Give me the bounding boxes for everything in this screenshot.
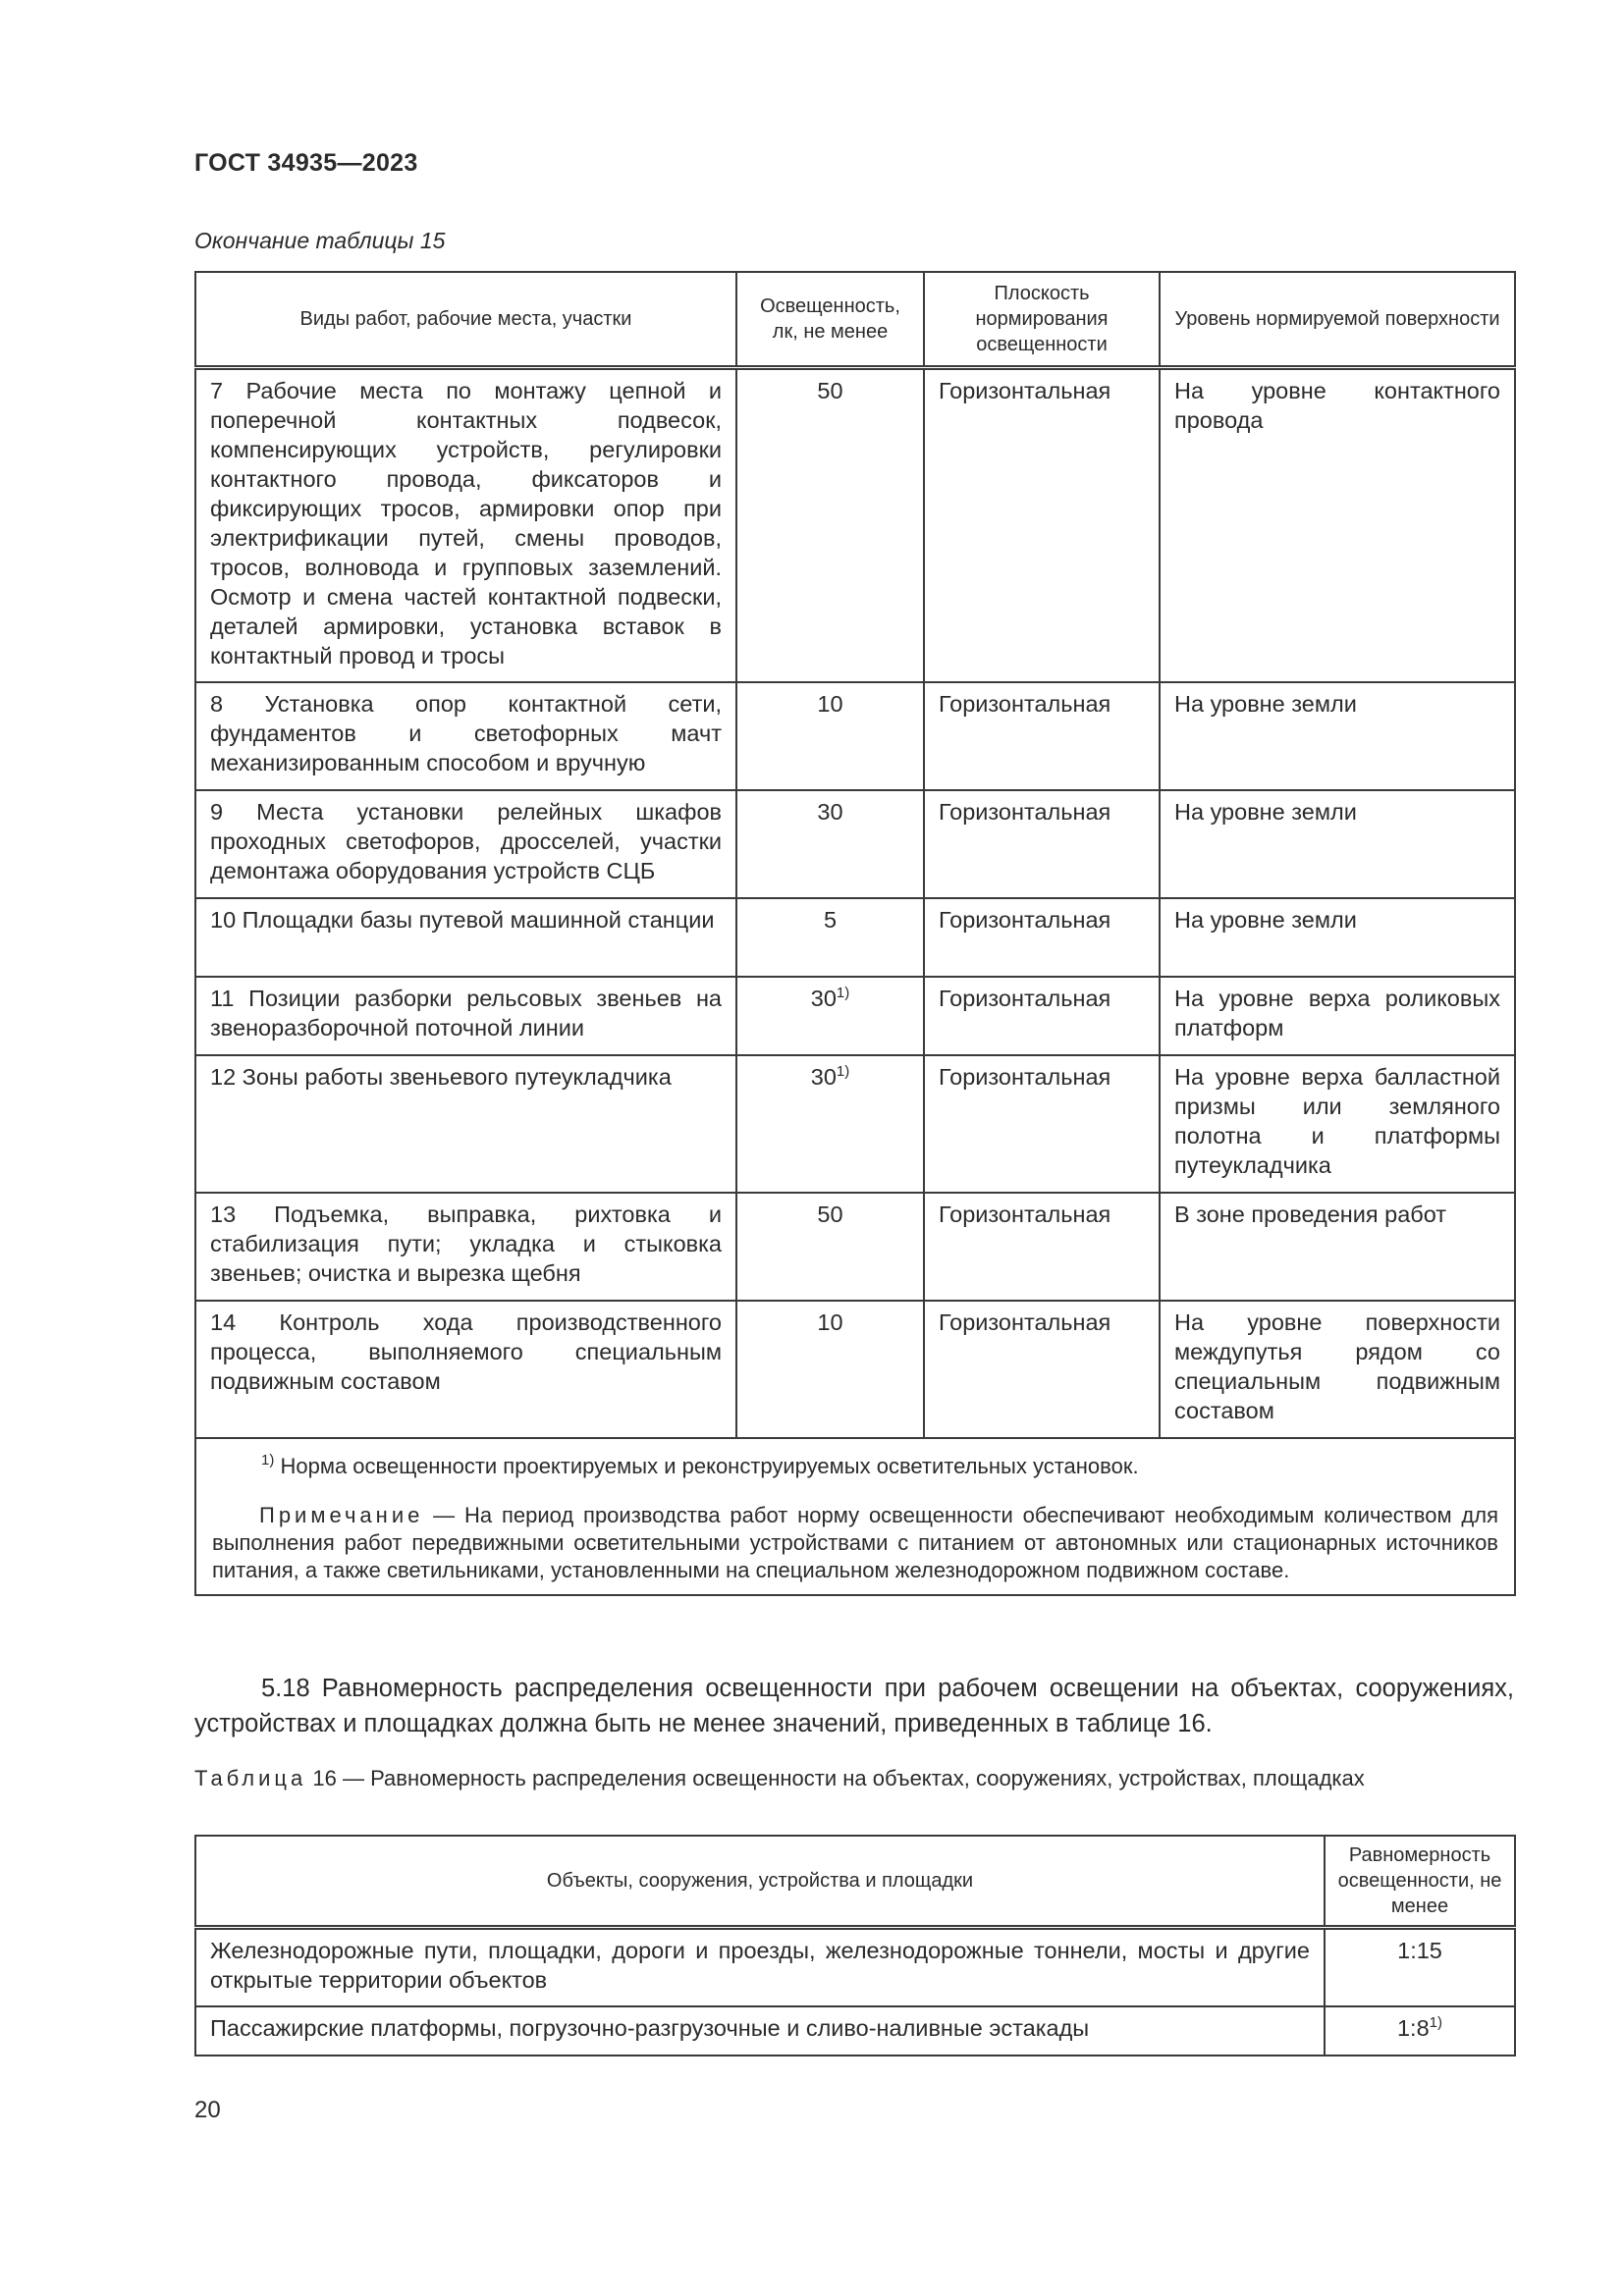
- table-row: [195, 1301, 1515, 1438]
- table-row: [195, 977, 1515, 1055]
- surface-level-cell: На уровне верха роликовых платформ: [1160, 977, 1515, 1055]
- object-cell: Железнодорожные пути, площадки, дороги и проезды, железнодорожные тоннели, мосты и другие открытые территории объектов: [195, 1928, 1325, 2006]
- uniformity-cell: 1:8$^{1)}$: [1325, 2006, 1515, 2056]
- table-row: [195, 1055, 1515, 1193]
- work-type-cell: 9 Места установки релейных шкафов проходных светофоров, дросселей, участки демонтажа оборудования устройств СЦБ: [195, 790, 736, 898]
- column-header-uniformity: Равномерность освещенности, не менее: [1325, 1836, 1515, 1928]
- work-type-cell: 14 Контроль хода производственного процесса, выполняемого специальным подвижным составом: [195, 1301, 736, 1438]
- surface-level-cell: На уровне поверхности междупутья рядом со специальным подвижным составом: [1160, 1301, 1515, 1438]
- plane-cell: Горизонтальная: [924, 898, 1160, 977]
- work-type-cell: 13 Подъемка, выправка, рихтовка и стабилизация пути; укладка и стыковка звеньев; очистка и вырезка щебня: [195, 1193, 736, 1301]
- surface-level-cell: На уровне земли: [1160, 898, 1515, 977]
- table-row: [195, 1928, 1515, 2006]
- plane-cell: Горизонтальная: [924, 682, 1160, 790]
- table-16-caption-text: 16 — Равномерность распределения освещенности на объектах, сооружениях, устройствах, площадках: [306, 1766, 1365, 1790]
- table-row: [195, 368, 1515, 682]
- table-16-caption-label: Таблица: [194, 1766, 307, 1790]
- illuminance-cell: 50: [736, 368, 924, 682]
- surface-level-cell: На уровне земли: [1160, 790, 1515, 898]
- note-label: Примечание: [259, 1502, 424, 1527]
- plane-cell: Горизонтальная: [924, 1193, 1160, 1301]
- footnote: [212, 1453, 1498, 1480]
- table-16: [194, 1835, 1516, 2056]
- illuminance-cell: 30: [736, 790, 924, 898]
- table-row: [195, 2006, 1515, 2056]
- work-type-cell: 11 Позиции разборки рельсовых звеньев на звеноразборочной поточной линии: [195, 977, 736, 1055]
- document-header: ГОСТ 34935—2023: [194, 149, 418, 177]
- page-number: 20: [194, 2097, 221, 2123]
- illuminance-cell: 5: [736, 898, 924, 977]
- work-type-cell: 8 Установка опор контактной сети, фундаментов и светофорных мачт механизированным способом и вручную: [195, 682, 736, 790]
- surface-level-cell: На уровне земли: [1160, 682, 1515, 790]
- footnote-text: Норма освещенности проектируемых и реконструируемых осветительных установок.: [280, 1453, 1139, 1478]
- column-header-objects: Объекты, сооружения, устройства и площадки: [195, 1836, 1325, 1928]
- work-type-cell: 12 Зоны работы звеньевого путеукладчика: [195, 1055, 736, 1193]
- illuminance-cell: 10: [736, 682, 924, 790]
- table-header-row: [195, 272, 1515, 368]
- illuminance-cell: 10: [736, 1301, 924, 1438]
- surface-level-cell: На уровне контактного провода: [1160, 368, 1515, 682]
- table-row: [195, 1193, 1515, 1301]
- column-header-work-types: Виды работ, рабочие места, участки: [195, 272, 736, 368]
- table-row: [195, 682, 1515, 790]
- illuminance-cell: 30$^{1)}$: [736, 1055, 924, 1193]
- paragraph-5-18: 5.18 Равномерность распределения освещенности при рабочем освещении на объектах, сооружениях, устройствах и площадках должна быть не менее значений, приведенных в таблице 16.: [194, 1675, 1514, 1737]
- table-row: [195, 790, 1515, 898]
- plane-cell: Горизонтальная: [924, 790, 1160, 898]
- plane-cell: Горизонтальная: [924, 1055, 1160, 1193]
- work-type-cell: 10 Площадки базы путевой машинной станции: [195, 898, 736, 977]
- table-note: [212, 1502, 1498, 1584]
- uniformity-cell: 1:15: [1325, 1928, 1515, 2006]
- note-text: — На период производства работ норму освещенности обеспечивают необходимым количеством для выполнения работ передвижными осветительными устройствами с питанием от автономных или стационарных источников питания, а также светильниками, установленными на специальном железнодорожном подвижном составе.: [212, 1502, 1498, 1582]
- plane-cell: Горизонтальная: [924, 977, 1160, 1055]
- surface-level-cell: В зоне проведения работ: [1160, 1193, 1515, 1301]
- column-header-illuminance: Освещенность, лк, не менее: [736, 272, 924, 368]
- object-cell: Пассажирские платформы, погрузочно-разгрузочные и сливо-наливные эстакады: [195, 2006, 1325, 2056]
- table-15-continuation-caption: Окончание таблицы 15: [194, 228, 446, 253]
- table-header-row: [195, 1836, 1515, 1928]
- table-15: [194, 271, 1516, 1596]
- table-16-caption: [194, 1764, 1514, 1793]
- table-footnote-row: [195, 1438, 1515, 1595]
- surface-level-cell: На уровне верха балластной призмы или земляного полотна и платформы путеукладчика: [1160, 1055, 1515, 1193]
- plane-cell: Горизонтальная: [924, 1301, 1160, 1438]
- illuminance-cell: 50: [736, 1193, 924, 1301]
- table-row: [195, 898, 1515, 977]
- column-header-plane: Плоскость нормирования освещенности: [924, 272, 1160, 368]
- work-type-cell: 7 Рабочие места по монтажу цепной и поперечной контактных подвесок, компенсирующих устройств, регулировки контактного провода, фиксаторов и фиксирующих тросов, армировки опор при электрификации путей, смены проводов, тросов, волновода и групповых заземлений. Осмотр и смена частей контактной подвески, деталей армировки, установка вставок в контактный провод и тросы: [195, 368, 736, 682]
- plane-cell: Горизонтальная: [924, 368, 1160, 682]
- table-footnote-cell: [195, 1438, 1515, 1595]
- column-header-surface-level: Уровень нормируемой поверхности: [1160, 272, 1515, 368]
- illuminance-cell: 30$^{1)}$: [736, 977, 924, 1055]
- footnote-marker: 1): [261, 1451, 275, 1468]
